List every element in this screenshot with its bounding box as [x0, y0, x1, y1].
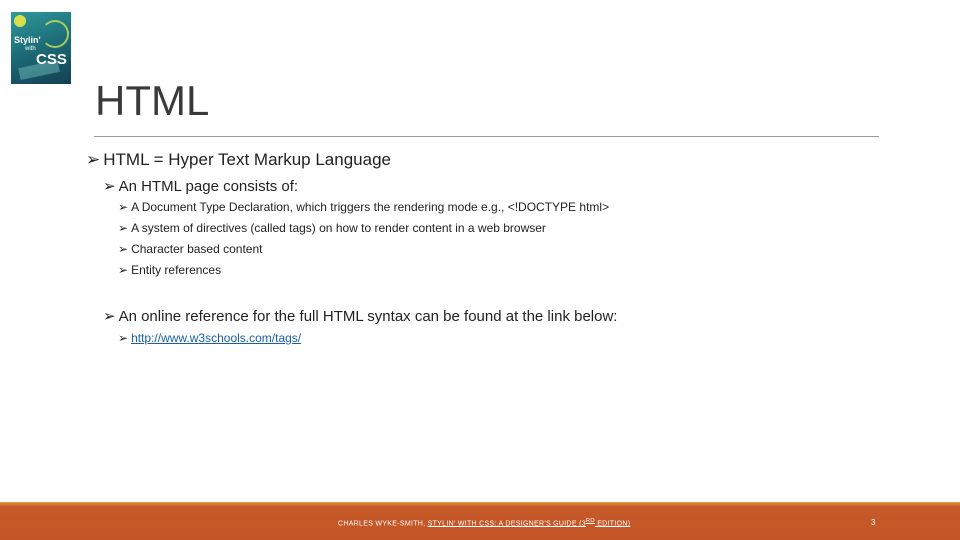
book-cover-image	[11, 12, 71, 84]
arrow-bullet-icon: ➢	[103, 178, 116, 195]
bullet-level3	[118, 221, 546, 235]
arrow-bullet-icon: ➢	[86, 150, 101, 169]
bullet-text: A Document Type Declaration, which triggers the rendering mode e.g., <!DOCTYPE html>	[131, 200, 610, 214]
bullet-level3	[118, 331, 301, 345]
title-divider	[94, 136, 879, 137]
bullet-text: A system of directives (called tags) on how to render content in a web browser	[131, 221, 546, 235]
arrow-bullet-icon: ➢	[118, 221, 129, 235]
w3schools-link[interactable]: http://www.w3schools.com/tags/	[131, 331, 302, 345]
bullet-text: An online reference for the full HTML syntax can be found at the link below:	[118, 308, 618, 325]
page-number: 3	[871, 518, 876, 527]
arrow-bullet-icon: ➢	[103, 308, 116, 325]
arrow-bullet-icon: ➢	[118, 263, 129, 277]
bullet-level3	[118, 263, 221, 277]
bullet-text: An HTML page consists of:	[118, 178, 299, 195]
bullet-level2	[103, 307, 617, 325]
arrow-bullet-icon: ➢	[118, 242, 129, 256]
arrow-bullet-icon: ➢	[118, 200, 129, 214]
citation-author: CHARLES WYKE-SMITH,	[338, 520, 428, 528]
footer-bar	[0, 502, 960, 540]
bullet-level3	[118, 200, 609, 214]
footer-citation	[338, 518, 630, 527]
bullet-text: Character based content	[131, 242, 263, 256]
cover-swirl	[41, 20, 69, 48]
citation-sup: RD	[585, 518, 595, 524]
citation-book: STYLIN' WITH CSS: A DESIGNER'S GUIDE (3	[427, 520, 586, 528]
arrow-bullet-icon: ➢	[118, 331, 129, 345]
cover-css: CSS	[36, 51, 67, 68]
cover-title: Stylin'	[14, 35, 41, 45]
bullet-level1	[86, 150, 391, 170]
bullet-text: HTML = Hyper Text Markup Language	[103, 150, 391, 169]
citation-edition: EDITION)	[594, 520, 631, 528]
bullet-level2	[103, 177, 298, 195]
cover-with: with	[25, 46, 36, 52]
bullet-text: Entity references	[131, 263, 222, 277]
slide-title: HTML	[95, 77, 210, 124]
bullet-level3	[118, 242, 262, 256]
cover-badge	[14, 15, 26, 27]
